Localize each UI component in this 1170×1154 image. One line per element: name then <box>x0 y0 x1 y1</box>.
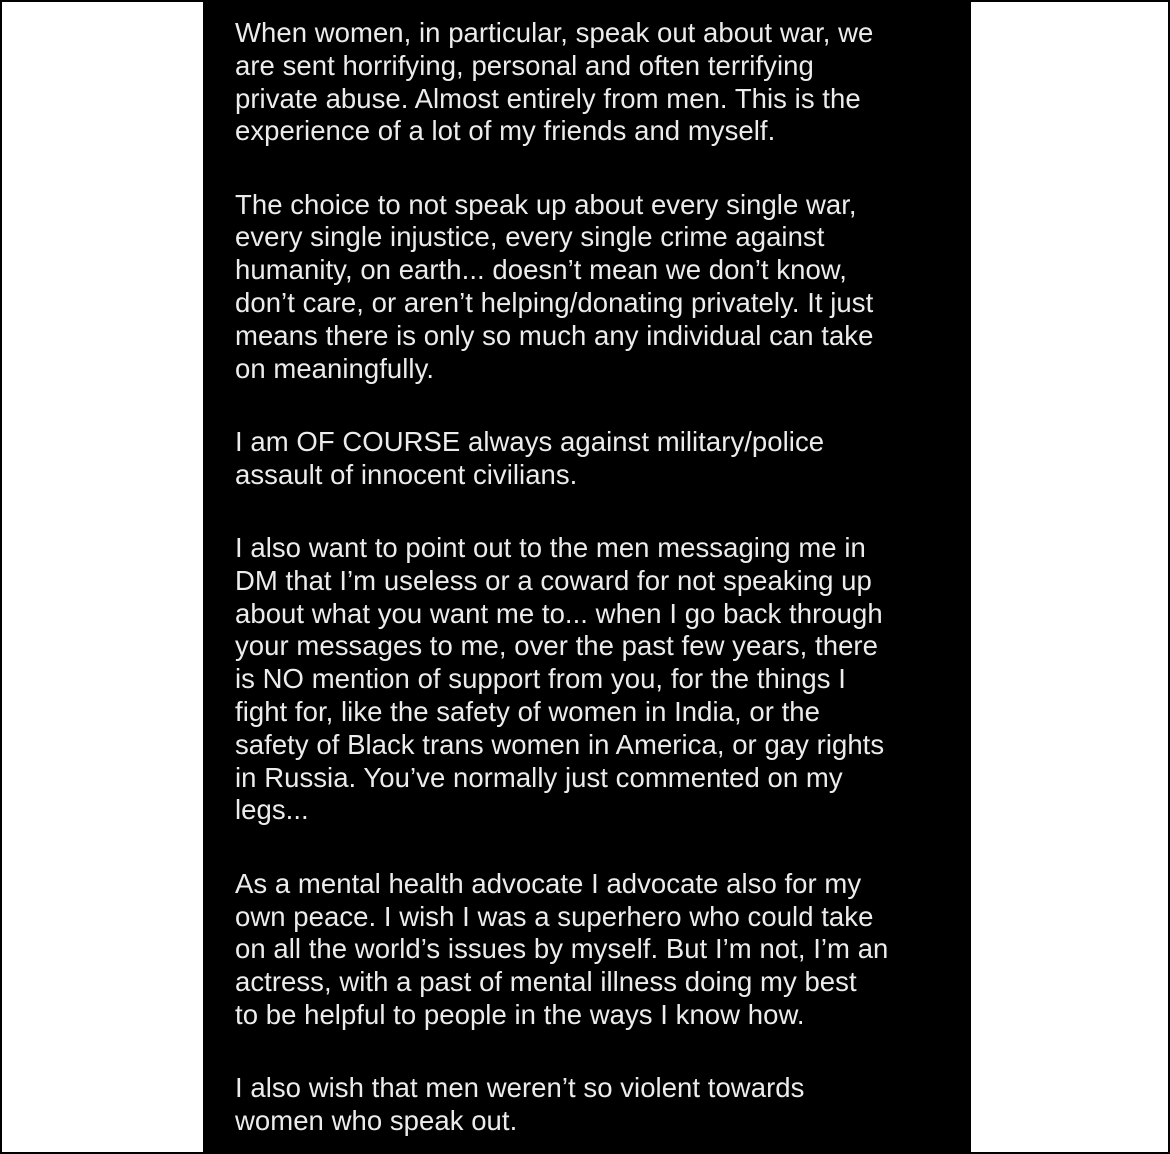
paragraph-men-messaging: I also want to point out to the men messaging me in DM that I’m useless or a coward for not speaking up about what you want me to... when I go back through your messages to me, over the past few years, there is NO mention of support from you, for the things I fight for, like the safety of women in India, or the safety of Black trans women in America, or gay rights in Russia. You’ve normally just commented on my legs... <box>235 532 885 826</box>
paragraph-mental-health: As a mental health advocate I advocate also for my own peace. I wish I was a superhero who could take on all the world’s issues by myself. But I’m not, I’m an actress, with a past of mental illness doing my best to be helpful to people in the ways I know how. <box>235 867 889 1030</box>
story-text-panel <box>203 2 971 1154</box>
paragraph-closing: I also wish that men weren’t so violent towards women who speak out. <box>235 1072 805 1137</box>
story-text-body <box>235 17 947 1138</box>
paragraph-choice-not-to-speak: The choice to not speak up about every single war, every single injustice, every single crime against humanity, on earth... doesn’t mean we don’t know, don’t care, or aren’t helping/donating privately. It just means there is only so much any individual can take on meaningfully. <box>235 188 874 384</box>
paragraph-against-assault: I am OF COURSE always against military/police assault of innocent civilians. <box>235 425 825 490</box>
paragraph-women-speak-out: When women, in particular, speak out about war, we are sent horrifying, personal and often terrifying private abuse. Almost entirely from men. This is the experience of a lot of my friends and myself. <box>235 17 874 147</box>
